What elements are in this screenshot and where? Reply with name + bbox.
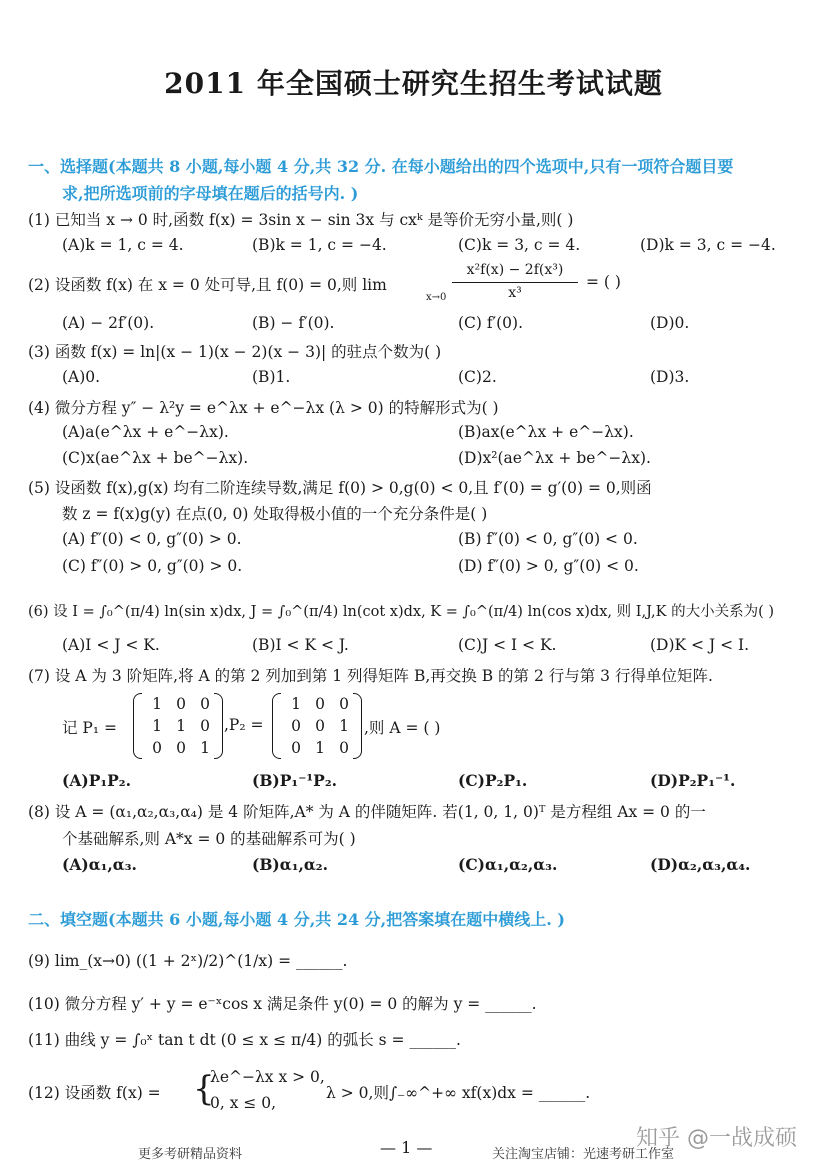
q8-stem-line2: 个基础解系,则 A*x = 0 的基础解系可为( ) xyxy=(62,830,356,848)
q6-option-c: (C)J < I < K. xyxy=(458,636,557,654)
q2-stem: (2) 设函数 f(x) 在 x = 0 处可导,且 f(0) = 0,则 lim xyxy=(28,276,387,294)
matrix-p1-cells xyxy=(145,693,217,759)
matrix-cell: 0 xyxy=(339,695,349,713)
section1-header-line1: 一、选择题(本题共 8 小题,每小题 4 分,共 32 分. 在每小题给出的四个选项中,只有一项符合题目要 xyxy=(28,157,734,176)
q5-option-a: (A) f″(0) < 0, g″(0) > 0. xyxy=(62,530,242,548)
q2-option-c: (C) f′(0). xyxy=(458,314,524,332)
q7-option-c: (C)P₂P₁. xyxy=(458,771,528,790)
q2-numerator: x²f(x) − 2f(x³) xyxy=(466,262,564,278)
matrix-cell: 1 xyxy=(291,695,301,713)
q2-option-b: (B) − f′(0). xyxy=(252,314,335,332)
q2-option-d: (D)0. xyxy=(650,314,690,332)
q8-option-b: (B)α₁,α₂. xyxy=(252,855,328,874)
q7-tail: ,则 A = ( ) xyxy=(364,719,441,737)
matrix-cell: 0 xyxy=(291,717,301,735)
q5-stem-line1: (5) 设函数 f(x),g(x) 均有二阶连续导数,满足 f(0) > 0,g(0) < 0,且 f′(0) = g′(0) = 0,则函 xyxy=(28,479,652,497)
q7-mid: ,P₂ = xyxy=(224,716,264,734)
matrix-cell: 1 xyxy=(152,717,162,735)
matrix-p2-cells xyxy=(284,693,356,759)
page-title: 2011 年全国硕士研究生招生考试试题 xyxy=(164,67,663,100)
q1-stem: (1) 已知当 x → 0 时,函数 f(x) = 3sin x − sin 3x 与 cxᵏ 是等价无穷小量,则( ) xyxy=(28,211,574,229)
q2-tail: = ( ) xyxy=(586,273,621,291)
q8-option-d: (D)α₂,α₃,α₄. xyxy=(650,855,751,874)
q1-option-b: (B)k = 1, c = −4. xyxy=(252,236,387,254)
matrix-cell: 0 xyxy=(176,739,186,757)
q6-option-a: (A)I < J < K. xyxy=(62,636,160,654)
q12-case1: λe^−λx x > 0, xyxy=(210,1068,325,1086)
q6-stem: (6) 设 I = ∫₀^(π/4) ln(sin x)dx, J = ∫₀^(π/4) ln(cot x)dx, K = ∫₀^(π/4) ln(cos x)dx, 则 I,J,K 的大小关系为( ) xyxy=(28,604,775,620)
matrix-cell: 0 xyxy=(315,695,325,713)
q2-fraction-bar xyxy=(452,282,578,283)
q2-lim-subscript: x→0 xyxy=(426,292,447,303)
matrix-cell: 0 xyxy=(200,717,210,735)
footer-right: 关注淘宝店铺：光速考研工作室 xyxy=(492,1147,675,1162)
q3-option-b: (B)1. xyxy=(252,368,291,386)
q3-option-d: (D)3. xyxy=(650,368,690,386)
q10-text: (10) 微分方程 y′ + y = e⁻ˣcos x 满足条件 y(0) = 0 的解为 y = ______. xyxy=(28,995,537,1013)
matrix-cell: 1 xyxy=(339,717,349,735)
q7-option-d: (D)P₂P₁⁻¹. xyxy=(650,771,736,790)
q8-option-a: (A)α₁,α₃. xyxy=(62,855,137,874)
matrix-cell: 0 xyxy=(152,739,162,757)
q7-stem: (7) 设 A 为 3 阶矩阵,将 A 的第 2 列加到第 1 列得矩阵 B,再交换 B 的第 2 行与第 3 行得单位矩阵. xyxy=(28,667,713,685)
q5-option-c: (C) f″(0) > 0, g″(0) > 0. xyxy=(62,557,243,575)
matrix-p2 xyxy=(272,693,362,759)
q5-stem-line2: 数 z = f(x)g(y) 在点(0, 0) 处取得极小值的一个充分条件是( ) xyxy=(62,505,488,523)
matrix-p2-left-bracket xyxy=(272,693,281,759)
q3-stem: (3) 函数 f(x) = ln|(x − 1)(x − 2)(x − 3)| 的驻点个数为( ) xyxy=(28,343,442,361)
q12-case2: 0, x ≤ 0, xyxy=(210,1094,277,1112)
q4-option-a: (A)a(e^λx + e^−λx). xyxy=(62,423,229,441)
matrix-cell: 1 xyxy=(200,739,210,757)
matrix-cell: 0 xyxy=(200,695,210,713)
page-number: — 1 — xyxy=(380,1138,433,1157)
q8-stem-line1: (8) 设 A = (α₁,α₂,α₃,α₄) 是 4 阶矩阵,A* 为 A 的伴随矩阵. 若(1, 0, 1, 0)ᵀ 是方程组 Ax = 0 的一 xyxy=(28,803,706,821)
q12-tail: λ > 0,则∫₋∞^+∞ xf(x)dx = ______. xyxy=(326,1084,591,1102)
q9-text: (9) lim_(x→0) ((1 + 2ˣ)/2)^(1/x) = ______. xyxy=(28,952,348,970)
q7-option-b: (B)P₁⁻¹P₂. xyxy=(252,771,338,790)
q11-text: (11) 曲线 y = ∫₀ˣ tan t dt (0 ≤ x ≤ π/4) 的弧长 s = ______. xyxy=(28,1031,461,1049)
section1-header-line2: 求,把所选项前的字母填在题后的括号内. ) xyxy=(62,184,359,203)
q4-option-c: (C)x(ae^λx + be^−λx). xyxy=(62,449,249,467)
q4-option-d: (D)x²(ae^λx + be^−λx). xyxy=(458,449,651,467)
q2-option-a: (A) − 2f′(0). xyxy=(62,314,155,332)
q8-option-c: (C)α₁,α₂,α₃. xyxy=(458,855,558,874)
q3-option-c: (C)2. xyxy=(458,368,497,386)
q1-option-a: (A)k = 1, c = 4. xyxy=(62,236,184,254)
q1-option-c: (C)k = 3, c = 4. xyxy=(458,236,581,254)
matrix-p1-left-bracket xyxy=(133,693,142,759)
q6-option-b: (B)I < K < J. xyxy=(252,636,349,654)
q12-lead: (12) 设函数 f(x) = xyxy=(28,1084,161,1102)
matrix-cell: 0 xyxy=(291,739,301,757)
matrix-cell: 1 xyxy=(176,717,186,735)
matrix-cell: 0 xyxy=(339,739,349,757)
q6-option-d: (D)K < J < I. xyxy=(650,636,750,654)
q12-brace: { xyxy=(193,1069,215,1109)
q5-option-d: (D) f″(0) > 0, g″(0) < 0. xyxy=(458,557,639,575)
footer-left: 更多考研精品资料 xyxy=(138,1147,243,1162)
matrix-cell: 0 xyxy=(315,717,325,735)
q5-option-b: (B) f″(0) < 0, g″(0) < 0. xyxy=(458,530,638,548)
q4-option-b: (B)ax(e^λx + e^−λx). xyxy=(458,423,634,441)
matrix-p1 xyxy=(133,693,223,759)
matrix-cell: 1 xyxy=(315,739,325,757)
matrix-cell: 0 xyxy=(176,695,186,713)
q2-denominator: x³ xyxy=(508,285,522,301)
q1-option-d: (D)k = 3, c = −4. xyxy=(640,236,776,254)
matrix-p2-right-bracket xyxy=(353,693,362,759)
q7-lead: 记 P₁ = xyxy=(62,719,117,737)
watermark: 知乎 @一战成硕 xyxy=(636,1126,797,1151)
matrix-cell: 1 xyxy=(152,695,162,713)
q4-stem: (4) 微分方程 y″ − λ²y = e^λx + e^−λx (λ > 0) 的特解形式为( ) xyxy=(28,399,499,417)
q3-option-a: (A)0. xyxy=(62,368,101,386)
q7-option-a: (A)P₁P₂. xyxy=(62,771,131,790)
section2-header: 二、填空题(本题共 6 小题,每小题 4 分,共 24 分,把答案填在题中横线上. ) xyxy=(28,910,565,929)
matrix-p1-right-bracket xyxy=(214,693,223,759)
